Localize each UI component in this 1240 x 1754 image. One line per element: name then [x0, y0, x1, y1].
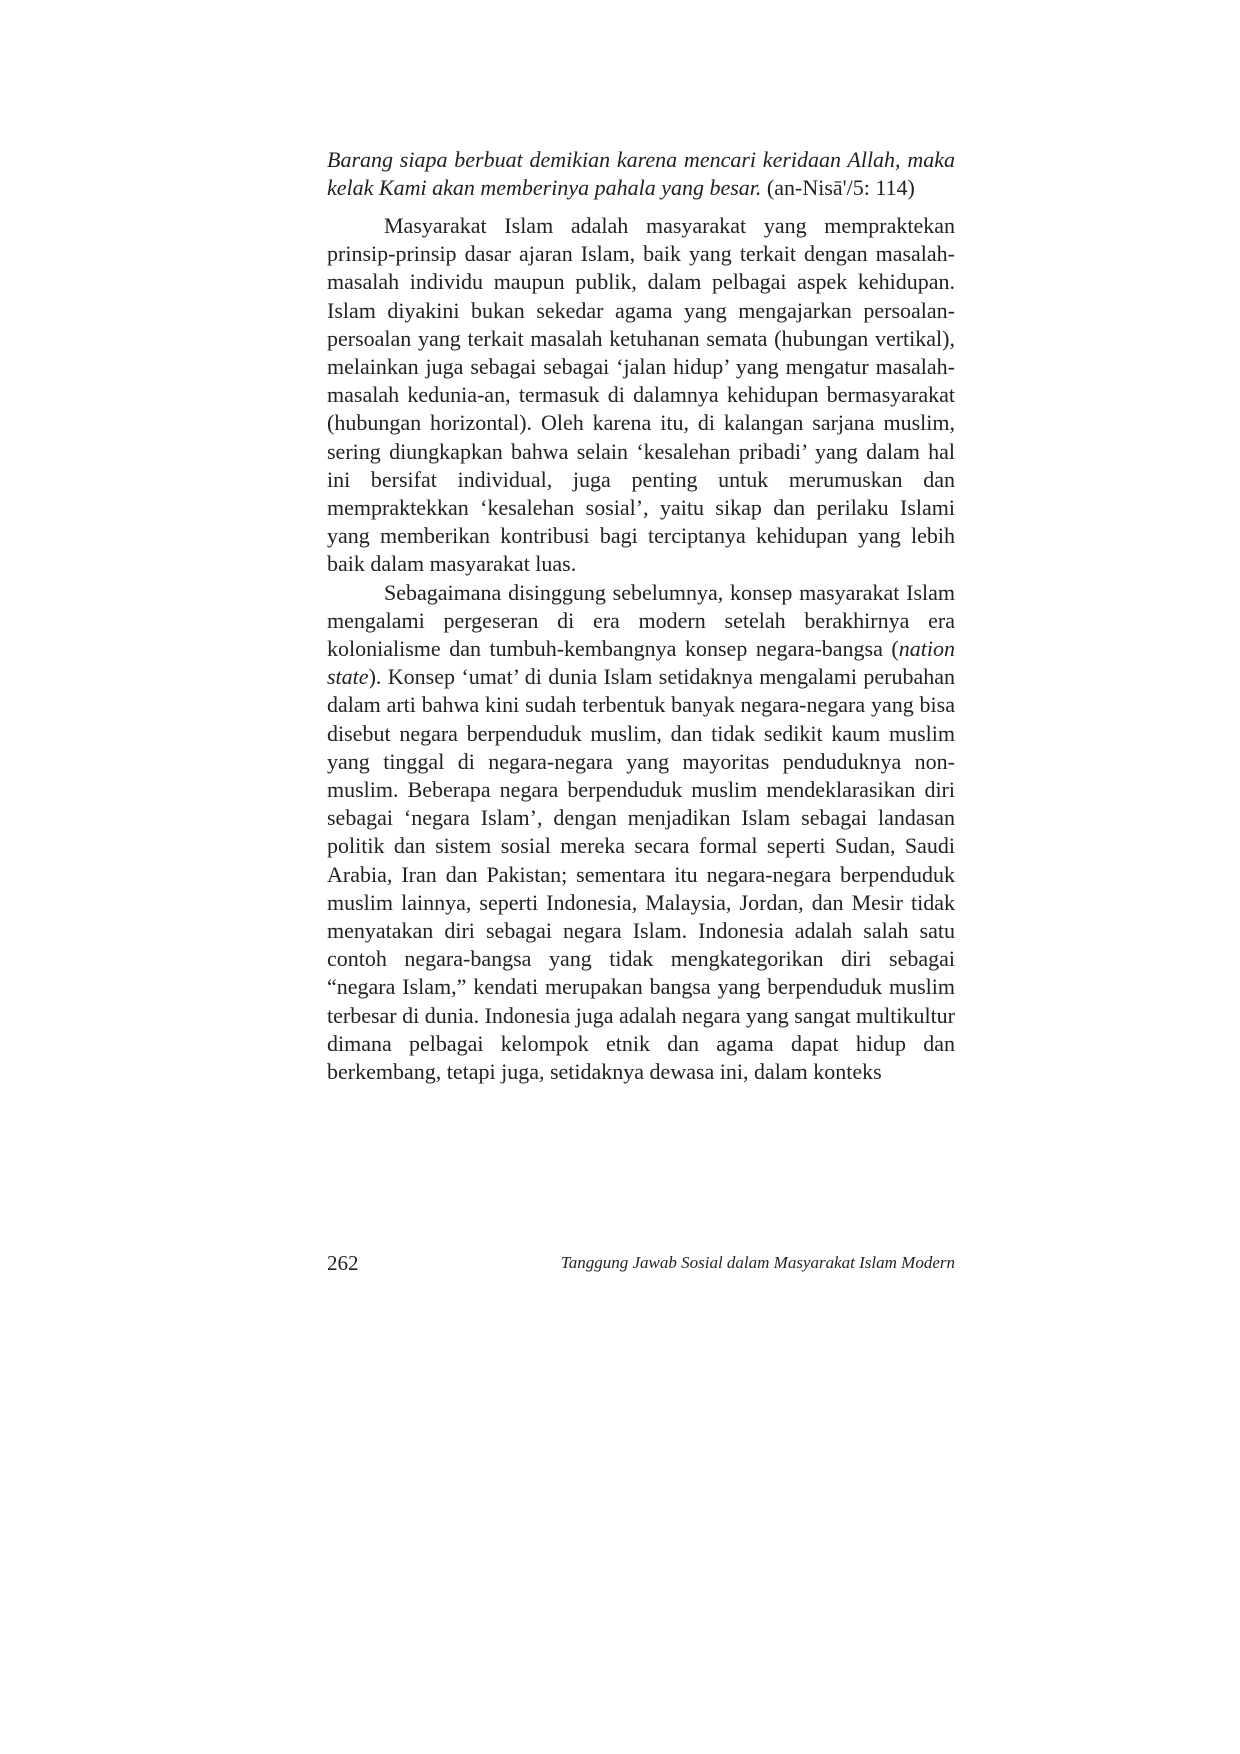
running-title: Tanggung Jawab Sosial dalam Masyarakat Islam Modern: [560, 1253, 955, 1272]
quran-quote: [327, 146, 955, 202]
page-footer: [327, 1251, 955, 1277]
quote-reference: (an-Nisā'/5: 114): [766, 175, 915, 200]
paragraph-2-text-start: Sebagaimana disinggung sebelumnya, konsep masyarakat Islam mengalami pergeseran di era modern setelah berakhirnya era kolonialisme dan tumbuh-kembangnya konsep negara-bangsa (: [327, 579, 955, 662]
paragraph-pergeseran-konsep: [327, 579, 955, 1087]
quote-translation: Barang siapa berbuat demikian karena mencari keridaan Allah, maka kelak Kami akan memberinya pahala yang besar.: [327, 147, 955, 200]
page-number: 262: [327, 1251, 359, 1275]
page-text-block: [327, 146, 955, 1086]
paragraph-2-italic-term: nation state: [327, 636, 955, 690]
paragraph-2-text-end: ). Konsep ‘umat’ di dunia Islam setidaknya mengalami perubahan dalam arti bahwa kini sudah terbentuk banyak negara-negara yang bisa disebut negara berpenduduk muslim, dan tidak sedikit kaum muslim yang tinggal di negara-negara yang mayoritas penduduknya non-muslim. Beberapa negara berpenduduk muslim mendeklarasikan diri sebagai ‘negara Islam’, dengan menjadikan Islam sebagai landasan politik dan sistem sosial mereka secara formal seperti Sudan, Saudi Arabia, Iran dan Pakistan; sementara itu negara-negara berpenduduk muslim lainnya, seperti Indonesia, Malaysia, Jordan, dan Mesir tidak menyatakan diri sebagai negara Islam. Indonesia adalah salah satu contoh negara-bangsa yang tidak mengkategorikan diri sebagai “negara Islam,” kendati merupakan bangsa yang berpenduduk muslim terbesar di dunia. Indonesia juga adalah negara yang sangat multikultur dimana pelbagai kelompok etnik dan agama dapat hidup dan berkembang, tetapi juga, setidaknya dewasa ini, dalam konteks: [327, 664, 956, 1085]
paragraph-masyarakat-islam: Masyarakat Islam adalah masyarakat yang mempraktekan prinsip-prinsip dasar ajaran Islam, baik yang terkait dengan masalah-masalah individu maupun publik, dalam pelbagai aspek kehidupan. Islam diyakini bukan sekedar agama yang mengajarkan persoalan-persoalan yang terkait masalah ketuhanan semata (hubungan vertikal), melainkan juga sebagai sebagai ‘jalan hidup’ yang mengatur masalah-masalah kedunia-an, termasuk di dalamnya kehidupan bermasyarakat (hubungan horizontal). Oleh karena itu, di kalangan sarjana muslim, sering diungkapkan bahwa selain ‘kesalehan pribadi’ yang dalam hal ini bersifat individual, juga penting untuk merumuskan dan mempraktekkan ‘kesalehan sosial’, yaitu sikap dan perilaku Islami yang memberikan kontribusi bagi terciptanya kehidupan yang lebih baik dalam masyarakat luas.: [327, 213, 955, 577]
